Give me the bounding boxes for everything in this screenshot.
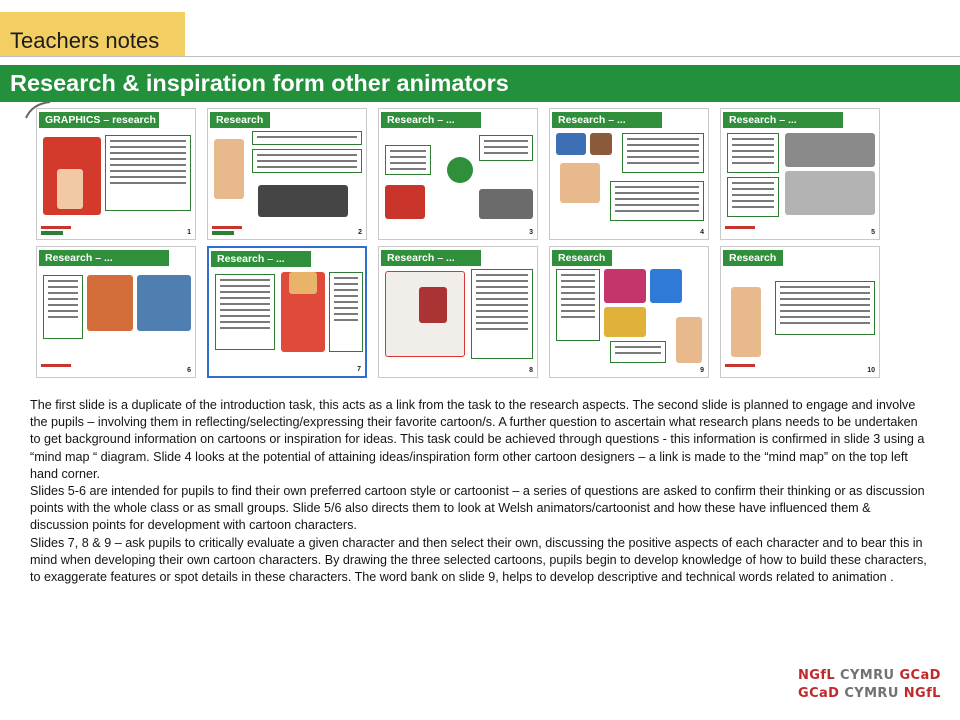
slide-number: 2 bbox=[358, 229, 362, 236]
slide-heading: GRAPHICS – research bbox=[39, 112, 159, 128]
notes-paragraph: The first slide is a duplicate of the introduction task, this acts as a link from the task to the research aspects. The second slide is planned to engage and involve the pupils – involving them in reflecting/selecting/expressing their favorite cartoon/s. A further question to ascertain what research plans needs to be undertaken to get background information on cartoons or inspiration for ideas. This task could be achieved through questions - this information is confirmed in slide 3 using a “mind map “ diagram. Slide 4 looks at the potential of attaining ideas/inspiration form other cartoon designers – a link is made to the “mind map” on the top left hand corner. bbox=[30, 398, 925, 481]
text-box bbox=[215, 274, 275, 350]
slide-heading: Research bbox=[552, 250, 612, 266]
text-box bbox=[622, 133, 704, 173]
logo-text: CYMRU bbox=[840, 668, 895, 683]
logo-text: CYMRU bbox=[844, 686, 899, 701]
cartoon-image bbox=[650, 269, 682, 303]
photo-image bbox=[258, 185, 348, 217]
slide-thumbnail-8[interactable] bbox=[378, 246, 538, 378]
cartoon-image bbox=[419, 287, 447, 323]
slide-number: 9 bbox=[700, 367, 704, 374]
slide-heading: Research – ... bbox=[39, 250, 169, 266]
page-title: Research & inspiration form other animators bbox=[10, 70, 509, 96]
photo-image bbox=[785, 133, 875, 167]
slide-thumbnail-2[interactable] bbox=[207, 108, 367, 240]
footer-mark bbox=[41, 226, 71, 229]
slide-heading: Research bbox=[210, 112, 270, 128]
slide-thumbnail-5[interactable] bbox=[720, 108, 880, 240]
slide-heading: Research – ... bbox=[381, 250, 481, 266]
text-box bbox=[610, 181, 704, 221]
text-box bbox=[727, 177, 779, 217]
cartoon-image bbox=[289, 272, 317, 294]
cartoon-image bbox=[57, 169, 83, 209]
cartoon-image bbox=[87, 275, 133, 331]
slide-thumbnail-1[interactable] bbox=[36, 108, 196, 240]
footer-mark bbox=[725, 364, 755, 367]
text-box bbox=[727, 133, 779, 173]
page-title-bar bbox=[0, 65, 960, 102]
footer-mark bbox=[212, 226, 242, 229]
cartoon-image bbox=[731, 287, 761, 357]
photo-image bbox=[479, 189, 533, 219]
slide-thumbnail-4[interactable] bbox=[549, 108, 709, 240]
slide-number: 4 bbox=[700, 229, 704, 236]
slide-number: 3 bbox=[529, 229, 533, 236]
teachers-notes-label: Teachers notes bbox=[10, 28, 160, 53]
slide-number: 10 bbox=[867, 367, 875, 374]
cartoon-image bbox=[676, 317, 702, 363]
text-box bbox=[556, 269, 600, 341]
slide-number: 6 bbox=[187, 367, 191, 374]
slide-number: 8 bbox=[529, 367, 533, 374]
text-box bbox=[43, 275, 83, 339]
slide-heading: Research – ... bbox=[723, 112, 843, 128]
notes-paragraph: Slides 7, 8 & 9 – ask pupils to critically evaluate a given character and then select their own, discussing the positive aspects of each character and to bear this in mind when developing their own cartoon characters. By drawing the three selected cartoons, pupils begin to develop knowledge of how to build these characters, to exaggerate features or spot details in these characters. The word bank on slide 9, helps to develop descriptive and technical words related to animation . bbox=[30, 535, 927, 585]
logo-text: NGfL bbox=[798, 668, 836, 683]
footer-mark bbox=[41, 231, 63, 235]
photo-image bbox=[590, 133, 612, 155]
cartoon-image bbox=[385, 185, 425, 219]
photo-image bbox=[556, 133, 586, 155]
footer-mark bbox=[212, 231, 234, 235]
footer-mark bbox=[41, 364, 71, 367]
header-divider bbox=[0, 56, 960, 57]
slide-number: 7 bbox=[357, 366, 361, 373]
teacher-notes-body bbox=[30, 397, 930, 586]
text-box bbox=[479, 135, 533, 161]
slide-thumbnail-7[interactable] bbox=[207, 246, 367, 378]
slide-heading: Research – ... bbox=[552, 112, 662, 128]
slide-thumbnail-9[interactable] bbox=[549, 246, 709, 378]
cartoon-image bbox=[604, 269, 646, 303]
cartoon-image bbox=[214, 139, 244, 199]
slide-thumbnail-6[interactable] bbox=[36, 246, 196, 378]
text-box bbox=[252, 149, 362, 173]
slide-heading: Research – ... bbox=[381, 112, 481, 128]
teachers-notes-tab bbox=[0, 12, 185, 56]
ngfl-cymru-logo bbox=[798, 667, 948, 705]
logo-text: NGfL bbox=[903, 686, 941, 701]
slide-thumbnail-3[interactable] bbox=[378, 108, 538, 240]
slide-number: 1 bbox=[187, 229, 191, 236]
text-box bbox=[775, 281, 875, 335]
notes-paragraph: Slides 5-6 are intended for pupils to find their own preferred cartoon style or cartoonist – a series of questions are asked to confirm their thinking or as discussion points with the whole class or as small groups. Slide 5/6 also directs them to look at Welsh animators/cartoonist and how these have influenced them & discussion points for development with cartoon characters. bbox=[30, 484, 925, 533]
photo-image bbox=[785, 171, 875, 215]
logo-text: GCaD bbox=[899, 668, 941, 683]
text-box bbox=[610, 341, 666, 363]
cartoon-image bbox=[560, 163, 600, 203]
mind-map-centre bbox=[447, 157, 473, 183]
slide-thumbnail-10[interactable] bbox=[720, 246, 880, 378]
slide-number: 5 bbox=[871, 229, 875, 236]
text-box bbox=[252, 131, 362, 145]
text-box bbox=[471, 269, 533, 359]
text-box bbox=[329, 272, 363, 352]
photo-image bbox=[137, 275, 191, 331]
text-box bbox=[105, 135, 191, 211]
cartoon-image bbox=[604, 307, 646, 337]
text-box bbox=[385, 145, 431, 175]
slide-heading: Research bbox=[723, 250, 783, 266]
slide-heading: Research – ... bbox=[211, 251, 311, 267]
footer-mark bbox=[725, 226, 755, 229]
logo-text: GCaD bbox=[798, 686, 840, 701]
